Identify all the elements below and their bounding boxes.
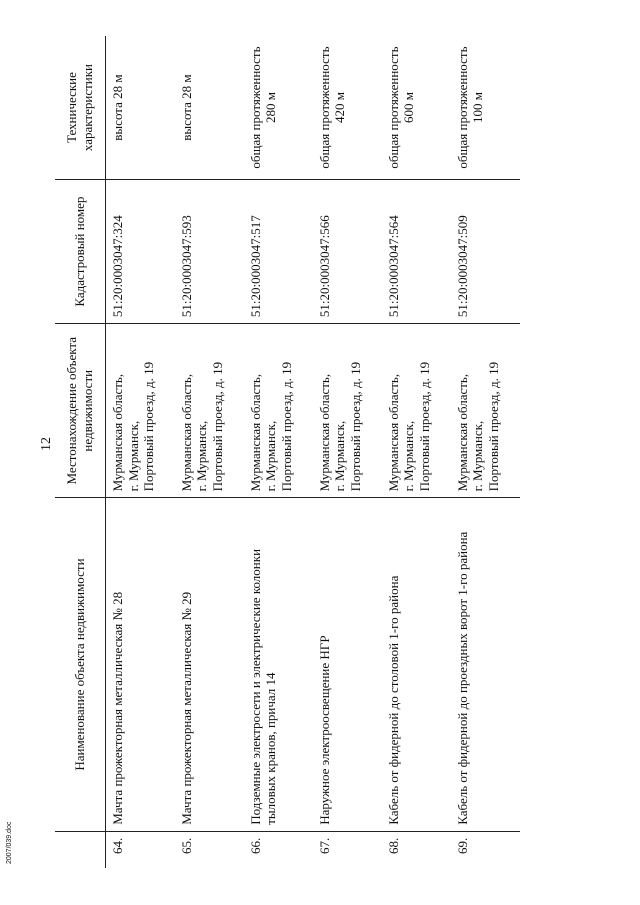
row-number: 64. bbox=[110, 837, 125, 854]
table-header-row bbox=[55, 36, 106, 868]
row-tech: общая протяженность 100 м bbox=[451, 36, 520, 180]
row-tech: общая протяженность 280 м bbox=[244, 36, 313, 180]
location-street: Портовый проезд, д. 19 bbox=[347, 361, 363, 492]
row-number: 68. bbox=[385, 837, 401, 854]
row-location bbox=[382, 324, 451, 498]
table-row bbox=[106, 36, 175, 868]
table-row bbox=[313, 36, 382, 868]
row-cadastral: 51:20:0003047:509 bbox=[451, 180, 520, 324]
row-location bbox=[244, 324, 313, 498]
location-region: Мурманская область, bbox=[316, 373, 332, 492]
header-number bbox=[55, 831, 106, 868]
row-name: Наружное электроосвещение НГР bbox=[313, 498, 382, 831]
location-region: Мурманская область, bbox=[454, 373, 470, 492]
page-number: 12 bbox=[39, 437, 54, 451]
location-city: г. Мурманск, bbox=[125, 420, 141, 492]
location-street: Портовый проезд, д. 19 bbox=[141, 361, 157, 492]
location-region: Мурманская область, bbox=[385, 373, 401, 492]
location-street: Портовый проезд, д. 19 bbox=[278, 361, 294, 492]
row-number: 67. bbox=[316, 837, 332, 854]
row-name: Мачта прожекторная металлическая № 28 bbox=[106, 498, 175, 831]
header-location: Местонахождение объекта недвижимости bbox=[55, 324, 106, 498]
row-number: 69. bbox=[454, 837, 470, 854]
header-tech: Технические характеристики bbox=[55, 36, 106, 180]
row-cadastral: 51:20:0003047:566 bbox=[313, 180, 382, 324]
row-name: Кабель от фидерной до проездных ворот 1-го района bbox=[451, 498, 520, 831]
row-cadastral: 51:20:0003047:324 bbox=[106, 180, 175, 324]
row-cadastral: 51:20:0003047:593 bbox=[175, 180, 244, 324]
row-name: Подземные электросети и электрические колонки тыловых кранов, причал 14 bbox=[244, 498, 313, 831]
row-tech: общая протяженность 600 м bbox=[382, 36, 451, 180]
row-location bbox=[451, 324, 520, 498]
row-tech: общая протяженность 420 м bbox=[313, 36, 382, 180]
location-region: Мурманская область, bbox=[110, 373, 125, 492]
table-row bbox=[175, 36, 244, 868]
location-street: Портовый проезд, д. 19 bbox=[485, 361, 501, 492]
table-row bbox=[451, 36, 520, 868]
header-cadastral: Кадастровый номер bbox=[55, 180, 106, 324]
row-tech: высота 28 м bbox=[175, 36, 244, 180]
location-region: Мурманская область, bbox=[247, 373, 263, 492]
location-street: Портовый проезд, д. 19 bbox=[209, 361, 225, 492]
row-tech: высота 28 м bbox=[106, 36, 175, 180]
location-city: г. Мурманск, bbox=[263, 420, 279, 492]
location-city: г. Мурманск, bbox=[470, 420, 486, 492]
row-number: 65. bbox=[178, 837, 194, 854]
property-table bbox=[55, 36, 520, 868]
row-number: 66. bbox=[247, 837, 263, 854]
location-city: г. Мурманск, bbox=[401, 420, 417, 492]
location-city: г. Мурманск, bbox=[332, 420, 348, 492]
row-location bbox=[313, 324, 382, 498]
location-city: г. Мурманск, bbox=[194, 420, 210, 492]
row-name: Кабель от фидерной до столовой 1-го района bbox=[382, 498, 451, 831]
table-row bbox=[244, 36, 313, 868]
row-cadastral: 51:20:0003047:564 bbox=[382, 180, 451, 324]
table-row bbox=[382, 36, 451, 868]
location-street: Портовый проезд, д. 19 bbox=[416, 361, 432, 492]
footer-file-code: 2007/039.doc bbox=[6, 821, 13, 864]
header-name: Наименование объекта недвижимости bbox=[55, 498, 106, 831]
location-region: Мурманская область, bbox=[178, 373, 194, 492]
row-location bbox=[106, 324, 175, 498]
row-cadastral: 51:20:0003047:517 bbox=[244, 180, 313, 324]
row-name: Мачта прожекторная металлическая № 29 bbox=[175, 498, 244, 831]
rotated-table-container bbox=[55, 36, 535, 868]
row-location bbox=[175, 324, 244, 498]
